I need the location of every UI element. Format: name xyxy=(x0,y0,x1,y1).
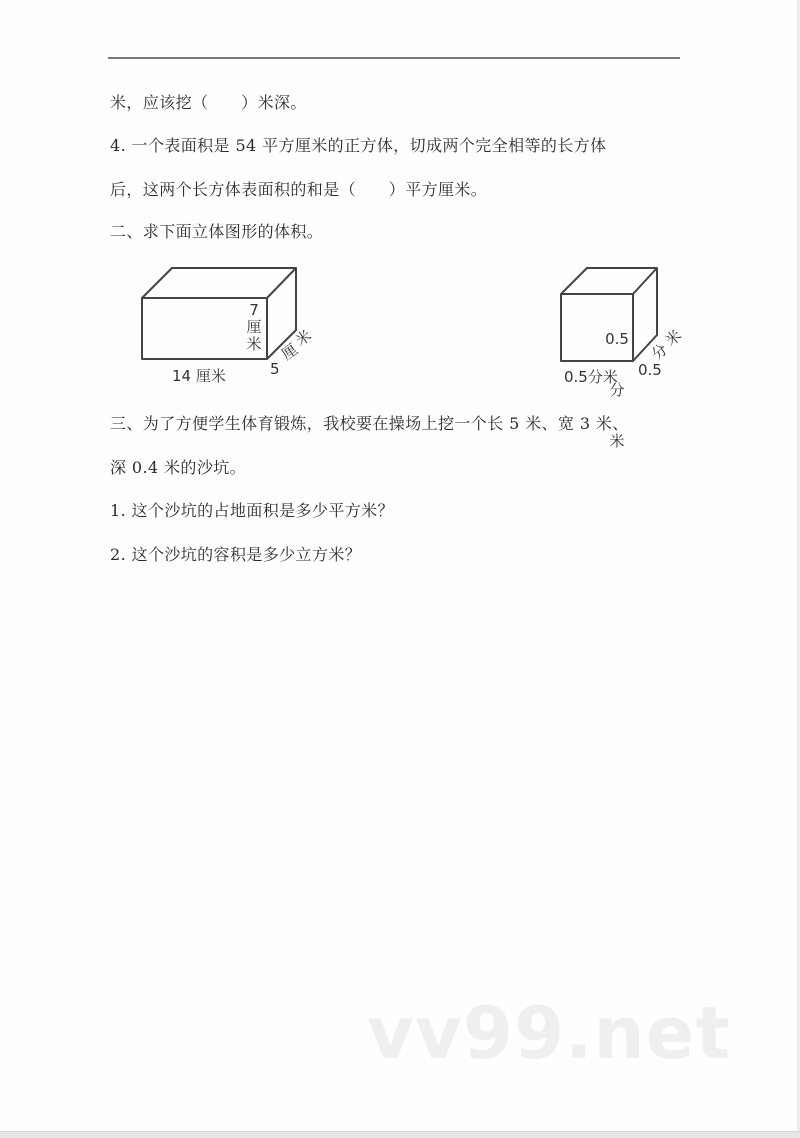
cuboid-height-unit-1: 厘 xyxy=(246,318,262,336)
section-3-question-1: 1. 这个沙坑的占地面积是多少平方米？ xyxy=(110,501,394,520)
cuboid-width-value: 5 xyxy=(270,360,280,378)
watermark: vv99.net xyxy=(367,991,731,1075)
cuboid-height-unit-2: 米 xyxy=(246,335,262,353)
question-3-continuation: 米，应该挖（ ）米深。 xyxy=(110,93,307,112)
question-4-line-1: 4. 一个表面积是 54 平方厘米的正方体，切成两个完全相等的长方体 xyxy=(110,136,607,155)
cube-width-unit-1: 分 xyxy=(647,340,672,364)
section-3-line-2: 深 0.4 米的沙坑。 xyxy=(110,458,247,477)
cuboid-height-label xyxy=(245,302,263,353)
cuboid-length-label: 14 厘米 xyxy=(172,367,226,385)
question-4-line-2: 后，这两个长方体表面积的和是（ ）平方厘米。 xyxy=(110,180,488,199)
section-3-question-2: 2. 这个沙坑的容积是多少立方米？ xyxy=(110,545,362,564)
cube-width-value: 0.5 xyxy=(638,361,662,379)
section-2-title: 二、求下面立体图形的体积。 xyxy=(110,222,324,241)
cube-height-value: 0.5 xyxy=(605,330,629,348)
cuboid-width-unit-2: 米 xyxy=(292,326,315,350)
cube-width-unit-2: 米 xyxy=(661,326,686,350)
section-3-line-1: 三、为了方便学生体育锻炼，我校要在操场上挖一个长 5 米、宽 3 米、 xyxy=(110,414,629,433)
cube-height-unit-2: 米 xyxy=(609,432,625,450)
cuboid-height-value: 7 xyxy=(249,301,259,319)
cube-height-unit-1: 分 xyxy=(609,381,625,399)
cube-length-label: 0.5分米 xyxy=(564,368,618,386)
cuboid-width-unit-1: 厘 xyxy=(278,340,301,364)
